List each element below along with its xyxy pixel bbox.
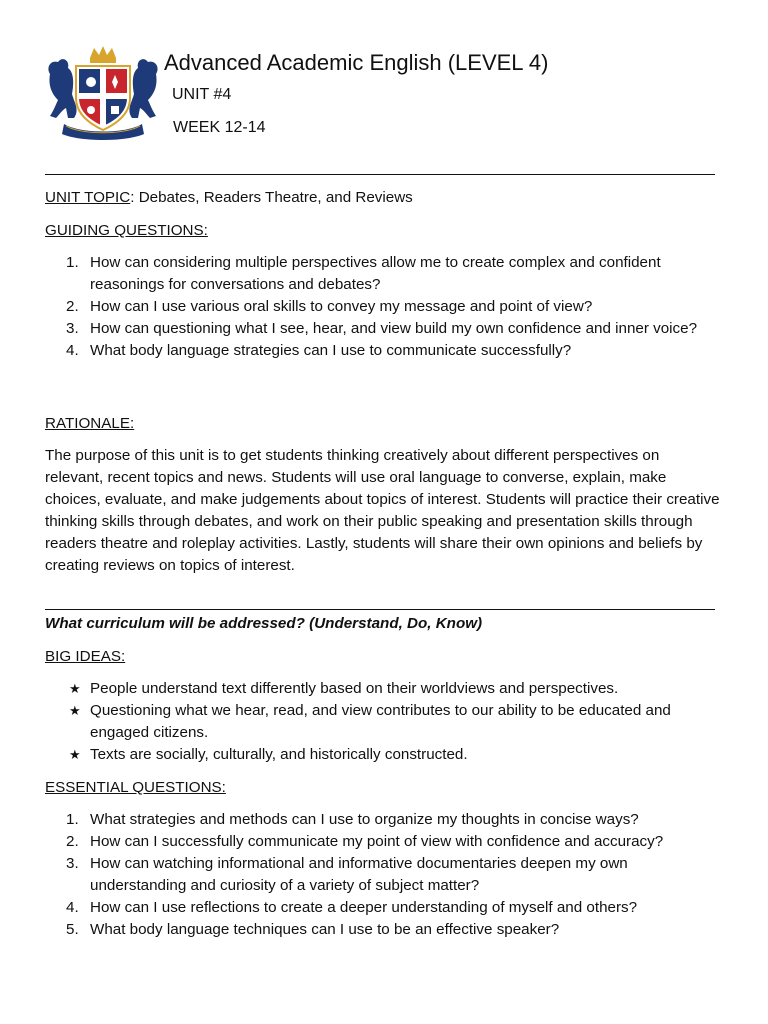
unit-topic (45, 187, 720, 209)
essential-questions-heading: ESSENTIAL QUESTIONS: (45, 779, 226, 796)
school-crest-logo (44, 44, 162, 142)
list-item-text: People understand text differently based on their worldviews and perspectives. (90, 680, 619, 697)
list-number: 1. (66, 254, 79, 271)
list-item (45, 678, 720, 700)
list-item (45, 318, 720, 340)
list-item-text: What strategies and methods can I use to organize my thoughts in concise ways? (90, 811, 639, 828)
list-item-text: How can watching informational and informative documentaries deepen my own understanding and curiosity of a variety of subject matter? (90, 855, 628, 894)
week-range: WEEK 12-14 (173, 119, 266, 136)
star-bullet-icon: ★ (69, 681, 81, 696)
list-number: 2. (66, 298, 79, 315)
divider-line (45, 174, 715, 175)
list-number: 5. (66, 921, 79, 938)
unit-topic-text: : Debates, Readers Theatre, and Reviews (130, 189, 413, 206)
big-ideas-list (45, 678, 720, 766)
curriculum-question: What curriculum will be addressed? (Understand, Do, Know) (45, 615, 483, 632)
list-number: 3. (66, 320, 79, 337)
rationale-paragraph: The purpose of this unit is to get students thinking creatively about different perspectives on relevant, recent topics and news. Students will use oral language to converse, explain, make choices, evaluate, and make judgements about topics of interest. Students will practice their creative thinking skills through debates, and work on their public speaking and presentation skills through readers theatre and roleplay activities. Lastly, students will share their own opinions and beliefs by creating reviews on topics of interest. (45, 447, 720, 574)
list-item-text: Texts are socially, culturally, and historically constructed. (90, 746, 468, 763)
list-item-text: How can considering multiple perspectives allow me to create complex and confident reasonings for conversations and debates? (90, 254, 661, 293)
list-item (45, 744, 720, 766)
list-item-text: How can I use reflections to create a deeper understanding of myself and others? (90, 899, 638, 916)
list-item-text: How can I use various oral skills to convey my message and point of view? (90, 298, 593, 315)
list-item (45, 700, 720, 744)
unit-number: UNIT #4 (172, 86, 232, 103)
list-item (45, 252, 720, 296)
divider-line (45, 609, 715, 610)
list-number: 2. (66, 833, 79, 850)
list-item (45, 919, 720, 941)
list-item (45, 296, 720, 318)
list-item (45, 897, 720, 919)
list-number: 1. (66, 811, 79, 828)
guiding-questions-heading: GUIDING QUESTIONS: (45, 222, 208, 239)
list-number: 4. (66, 342, 79, 359)
list-item (45, 831, 720, 853)
guiding-questions-list (45, 252, 720, 362)
star-bullet-icon: ★ (69, 747, 81, 762)
list-item-text: How can questioning what I see, hear, and view build my own confidence and inner voice? (90, 320, 698, 337)
list-item (45, 809, 720, 831)
list-number: 4. (66, 899, 79, 916)
course-title: Advanced Academic English (LEVEL 4) (164, 50, 549, 75)
unit-topic-label: UNIT TOPIC (45, 189, 131, 206)
star-bullet-icon: ★ (69, 703, 81, 718)
rationale-heading: RATIONALE: (45, 415, 135, 432)
list-number: 3. (66, 855, 79, 872)
list-item (45, 853, 720, 897)
list-item-text: What body language strategies can I use to communicate successfully? (90, 342, 572, 359)
big-ideas-heading: BIG IDEAS: (45, 648, 126, 665)
list-item-text: How can I successfully communicate my point of view with confidence and accuracy? (90, 833, 664, 850)
list-item (45, 340, 720, 362)
essential-questions-list (45, 809, 720, 941)
list-item-text: What body language techniques can I use to be an effective speaker? (90, 921, 560, 938)
list-item-text: Questioning what we hear, read, and view contributes to our ability to be educated and engaged citizens. (90, 702, 671, 741)
